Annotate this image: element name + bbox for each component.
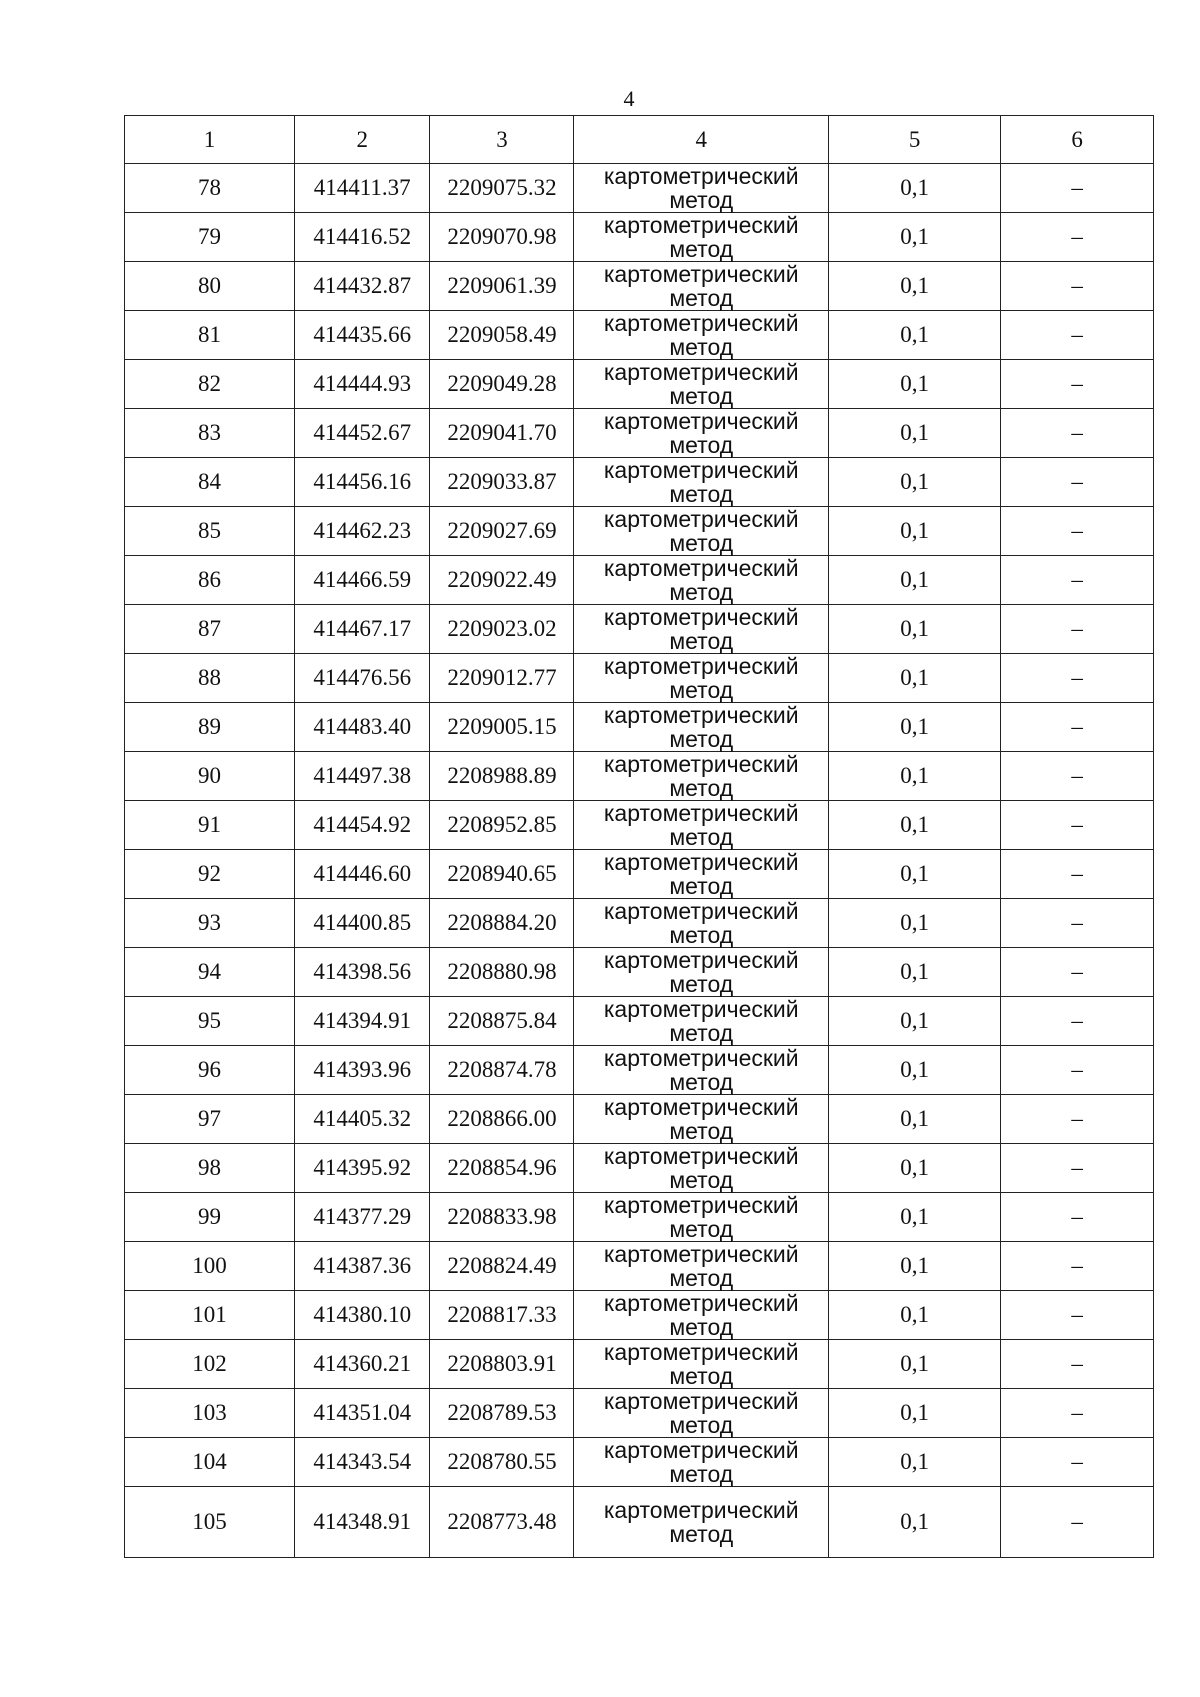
method-cell: [574, 1438, 829, 1487]
note-cell: –: [1001, 1095, 1154, 1144]
method-cell: [574, 801, 829, 850]
method-cell: [574, 1242, 829, 1291]
method-line-2: метод: [669, 628, 734, 654]
note-cell: –: [1001, 1046, 1154, 1095]
accuracy-cell: 0,1: [829, 1095, 1001, 1144]
table-row: [125, 997, 1154, 1046]
method-line-1: картометрический: [603, 751, 799, 777]
page-number: 4: [623, 86, 635, 111]
method-cell: [574, 360, 829, 409]
method-line-1: картометрический: [603, 261, 799, 287]
y-coordinate-cell: 2208817.33: [430, 1291, 574, 1340]
x-coordinate-cell: 414411.37: [295, 164, 430, 213]
x-coordinate-cell: 414394.91: [295, 997, 430, 1046]
table-row: [125, 752, 1154, 801]
accuracy-cell: 0,1: [829, 311, 1001, 360]
method-line-1: картометрический: [603, 506, 799, 532]
point-number-cell: 98: [125, 1144, 295, 1193]
method-line-2: метод: [669, 579, 734, 605]
accuracy-cell: 0,1: [829, 1389, 1001, 1438]
x-coordinate-cell: 414462.23: [295, 507, 430, 556]
y-coordinate-cell: 2209058.49: [430, 311, 574, 360]
method-cell: [574, 752, 829, 801]
header-cell: 2: [295, 116, 430, 164]
method-cell: [574, 311, 829, 360]
accuracy-cell: 0,1: [829, 507, 1001, 556]
method-line-2: метод: [669, 971, 734, 997]
table-row: [125, 654, 1154, 703]
header-cell: 3: [430, 116, 574, 164]
note-cell: –: [1001, 507, 1154, 556]
y-coordinate-cell: 2208884.20: [430, 899, 574, 948]
table-row: [125, 1046, 1154, 1095]
table-row: [125, 1242, 1154, 1291]
y-coordinate-cell: 2208988.89: [430, 752, 574, 801]
method-line-2: метод: [669, 481, 734, 507]
method-line-1: картометрический: [603, 408, 799, 434]
method-line-2: метод: [669, 1314, 734, 1340]
header-cell: 4: [574, 116, 829, 164]
method-line-1: картометрический: [603, 996, 799, 1022]
x-coordinate-cell: 414387.36: [295, 1242, 430, 1291]
method-line-1: картометрический: [603, 1290, 799, 1316]
method-line-1: картометрический: [603, 898, 799, 924]
y-coordinate-cell: 2209041.70: [430, 409, 574, 458]
method-cell: [574, 507, 829, 556]
method-line-1: картометрический: [603, 702, 799, 728]
accuracy-cell: 0,1: [829, 1438, 1001, 1487]
note-cell: –: [1001, 703, 1154, 752]
x-coordinate-cell: 414416.52: [295, 213, 430, 262]
method-cell: [574, 458, 829, 507]
note-cell: –: [1001, 605, 1154, 654]
method-line-2: метод: [669, 873, 734, 899]
method-line-2: метод: [669, 1118, 734, 1144]
method-line-2: метод: [669, 236, 734, 262]
point-number-cell: 100: [125, 1242, 295, 1291]
y-coordinate-cell: 2209022.49: [430, 556, 574, 605]
point-number-cell: 96: [125, 1046, 295, 1095]
accuracy-cell: 0,1: [829, 458, 1001, 507]
method-cell: [574, 1046, 829, 1095]
method-line-1: картометрический: [603, 800, 799, 826]
method-line-2: метод: [669, 1069, 734, 1095]
method-line-1: картометрический: [603, 653, 799, 679]
method-cell: [574, 605, 829, 654]
method-line-1: картометрический: [603, 1192, 799, 1218]
y-coordinate-cell: 2208833.98: [430, 1193, 574, 1242]
x-coordinate-cell: 414435.66: [295, 311, 430, 360]
accuracy-cell: 0,1: [829, 1046, 1001, 1095]
method-line-2: метод: [669, 922, 734, 948]
method-cell: [574, 703, 829, 752]
table-row: [125, 703, 1154, 752]
note-cell: –: [1001, 458, 1154, 507]
table-row: [125, 899, 1154, 948]
point-number-cell: 86: [125, 556, 295, 605]
note-cell: –: [1001, 654, 1154, 703]
note-cell: –: [1001, 997, 1154, 1046]
y-coordinate-cell: 2209027.69: [430, 507, 574, 556]
point-number-cell: 103: [125, 1389, 295, 1438]
method-cell: [574, 1291, 829, 1340]
table-row: [125, 262, 1154, 311]
point-number-cell: 81: [125, 311, 295, 360]
point-number-cell: 83: [125, 409, 295, 458]
method-line-2: метод: [669, 285, 734, 311]
method-cell: [574, 1340, 829, 1389]
note-cell: –: [1001, 1389, 1154, 1438]
note-cell: –: [1001, 1193, 1154, 1242]
y-coordinate-cell: 2208780.55: [430, 1438, 574, 1487]
header-cell: 1: [125, 116, 295, 164]
accuracy-cell: 0,1: [829, 1340, 1001, 1389]
header-cell: 6: [1001, 116, 1154, 164]
method-line-1: картометрический: [603, 310, 799, 336]
x-coordinate-cell: 414444.93: [295, 360, 430, 409]
note-cell: –: [1001, 1242, 1154, 1291]
table-body: [125, 164, 1154, 1558]
accuracy-cell: 0,1: [829, 605, 1001, 654]
accuracy-cell: 0,1: [829, 752, 1001, 801]
method-line-1: картометрический: [603, 1388, 799, 1414]
coordinates-table: [124, 115, 1154, 1558]
method-cell: [574, 262, 829, 311]
table-row: [125, 458, 1154, 507]
x-coordinate-cell: 414432.87: [295, 262, 430, 311]
table-row: [125, 409, 1154, 458]
y-coordinate-cell: 2208940.65: [430, 850, 574, 899]
note-cell: –: [1001, 1144, 1154, 1193]
accuracy-cell: 0,1: [829, 654, 1001, 703]
method-cell: [574, 1193, 829, 1242]
method-line-1: картометрический: [603, 849, 799, 875]
y-coordinate-cell: 2209023.02: [430, 605, 574, 654]
table-row: [125, 1340, 1154, 1389]
method-line-2: метод: [669, 432, 734, 458]
x-coordinate-cell: 414351.04: [295, 1389, 430, 1438]
y-coordinate-cell: 2208880.98: [430, 948, 574, 997]
method-cell: [574, 654, 829, 703]
point-number-cell: 79: [125, 213, 295, 262]
x-coordinate-cell: 414377.29: [295, 1193, 430, 1242]
note-cell: –: [1001, 899, 1154, 948]
accuracy-cell: 0,1: [829, 360, 1001, 409]
point-number-cell: 91: [125, 801, 295, 850]
x-coordinate-cell: 414380.10: [295, 1291, 430, 1340]
point-number-cell: 87: [125, 605, 295, 654]
method-line-2: метод: [669, 1216, 734, 1242]
note-cell: –: [1001, 409, 1154, 458]
note-cell: –: [1001, 850, 1154, 899]
method-line-1: картометрический: [603, 212, 799, 238]
accuracy-cell: 0,1: [829, 1242, 1001, 1291]
method-line-1: картометрический: [603, 1339, 799, 1365]
table-row: [125, 605, 1154, 654]
x-coordinate-cell: 414348.91: [295, 1487, 430, 1558]
method-line-2: метод: [669, 677, 734, 703]
y-coordinate-cell: 2208875.84: [430, 997, 574, 1046]
table-row: [125, 1193, 1154, 1242]
y-coordinate-cell: 2208824.49: [430, 1242, 574, 1291]
note-cell: –: [1001, 948, 1154, 997]
method-line-2: метод: [669, 334, 734, 360]
x-coordinate-cell: 414400.85: [295, 899, 430, 948]
method-line-1: картометрический: [603, 1497, 799, 1523]
method-line-2: метод: [669, 824, 734, 850]
method-line-2: метод: [669, 1167, 734, 1193]
note-cell: –: [1001, 1438, 1154, 1487]
note-cell: –: [1001, 556, 1154, 605]
accuracy-cell: 0,1: [829, 164, 1001, 213]
method-cell: [574, 1095, 829, 1144]
point-number-cell: 99: [125, 1193, 295, 1242]
x-coordinate-cell: 414405.32: [295, 1095, 430, 1144]
point-number-cell: 93: [125, 899, 295, 948]
x-coordinate-cell: 414497.38: [295, 752, 430, 801]
x-coordinate-cell: 414393.96: [295, 1046, 430, 1095]
header-cell: 5: [829, 116, 1001, 164]
method-line-2: метод: [669, 1412, 734, 1438]
method-cell: [574, 556, 829, 605]
method-cell: [574, 409, 829, 458]
table-row: [125, 213, 1154, 262]
method-line-2: метод: [669, 1363, 734, 1389]
note-cell: –: [1001, 752, 1154, 801]
y-coordinate-cell: 2209061.39: [430, 262, 574, 311]
table-row: [125, 1487, 1154, 1558]
x-coordinate-cell: 414476.56: [295, 654, 430, 703]
method-line-1: картометрический: [603, 1437, 799, 1463]
x-coordinate-cell: 414456.16: [295, 458, 430, 507]
point-number-cell: 89: [125, 703, 295, 752]
x-coordinate-cell: 414446.60: [295, 850, 430, 899]
table-row: [125, 1291, 1154, 1340]
method-line-1: картометрический: [603, 359, 799, 385]
method-cell: [574, 1144, 829, 1193]
note-cell: –: [1001, 1291, 1154, 1340]
point-number-cell: 102: [125, 1340, 295, 1389]
x-coordinate-cell: 414454.92: [295, 801, 430, 850]
method-cell: [574, 850, 829, 899]
table-row: [125, 311, 1154, 360]
point-number-cell: 95: [125, 997, 295, 1046]
x-coordinate-cell: 414395.92: [295, 1144, 430, 1193]
method-line-2: метод: [669, 726, 734, 752]
accuracy-cell: 0,1: [829, 801, 1001, 850]
note-cell: –: [1001, 1487, 1154, 1558]
y-coordinate-cell: 2208789.53: [430, 1389, 574, 1438]
point-number-cell: 97: [125, 1095, 295, 1144]
method-line-2: метод: [669, 1020, 734, 1046]
table-row: [125, 850, 1154, 899]
accuracy-cell: 0,1: [829, 850, 1001, 899]
point-number-cell: 80: [125, 262, 295, 311]
accuracy-cell: 0,1: [829, 1487, 1001, 1558]
accuracy-cell: 0,1: [829, 213, 1001, 262]
note-cell: –: [1001, 213, 1154, 262]
y-coordinate-cell: 2208874.78: [430, 1046, 574, 1095]
method-line-2: метод: [669, 1461, 734, 1487]
point-number-cell: 104: [125, 1438, 295, 1487]
method-line-2: метод: [669, 187, 734, 213]
x-coordinate-cell: 414360.21: [295, 1340, 430, 1389]
point-number-cell: 92: [125, 850, 295, 899]
accuracy-cell: 0,1: [829, 1193, 1001, 1242]
y-coordinate-cell: 2208803.91: [430, 1340, 574, 1389]
accuracy-cell: 0,1: [829, 899, 1001, 948]
table-row: [125, 1095, 1154, 1144]
method-line-1: картометрический: [603, 604, 799, 630]
y-coordinate-cell: 2209012.77: [430, 654, 574, 703]
point-number-cell: 85: [125, 507, 295, 556]
table-row: [125, 1144, 1154, 1193]
method-cell: [574, 213, 829, 262]
y-coordinate-cell: 2209070.98: [430, 213, 574, 262]
table-row: [125, 801, 1154, 850]
point-number-cell: 105: [125, 1487, 295, 1558]
x-coordinate-cell: 414467.17: [295, 605, 430, 654]
x-coordinate-cell: 414398.56: [295, 948, 430, 997]
table-row: [125, 948, 1154, 997]
accuracy-cell: 0,1: [829, 703, 1001, 752]
point-number-cell: 88: [125, 654, 295, 703]
table-row: [125, 556, 1154, 605]
y-coordinate-cell: 2209049.28: [430, 360, 574, 409]
note-cell: –: [1001, 801, 1154, 850]
point-number-cell: 101: [125, 1291, 295, 1340]
method-cell: [574, 1487, 829, 1558]
method-line-1: картометрический: [603, 947, 799, 973]
x-coordinate-cell: 414452.67: [295, 409, 430, 458]
table-row: [125, 164, 1154, 213]
point-number-cell: 78: [125, 164, 295, 213]
method-line-1: картометрический: [603, 457, 799, 483]
y-coordinate-cell: 2209005.15: [430, 703, 574, 752]
note-cell: –: [1001, 360, 1154, 409]
method-line-1: картометрический: [603, 1045, 799, 1071]
table-row: [125, 507, 1154, 556]
method-line-2: метод: [669, 1521, 734, 1547]
y-coordinate-cell: 2209033.87: [430, 458, 574, 507]
method-line-2: метод: [669, 1265, 734, 1291]
method-line-1: картометрический: [603, 1241, 799, 1267]
x-coordinate-cell: 414466.59: [295, 556, 430, 605]
note-cell: –: [1001, 262, 1154, 311]
table-row: [125, 1438, 1154, 1487]
method-line-1: картометрический: [603, 1094, 799, 1120]
note-cell: –: [1001, 164, 1154, 213]
method-line-1: картометрический: [603, 163, 799, 189]
method-line-2: метод: [669, 775, 734, 801]
table-row: [125, 1389, 1154, 1438]
accuracy-cell: 0,1: [829, 409, 1001, 458]
y-coordinate-cell: 2209075.32: [430, 164, 574, 213]
method-cell: [574, 948, 829, 997]
accuracy-cell: 0,1: [829, 556, 1001, 605]
y-coordinate-cell: 2208773.48: [430, 1487, 574, 1558]
accuracy-cell: 0,1: [829, 1144, 1001, 1193]
y-coordinate-cell: 2208866.00: [430, 1095, 574, 1144]
method-cell: [574, 997, 829, 1046]
point-number-cell: 94: [125, 948, 295, 997]
point-number-cell: 84: [125, 458, 295, 507]
method-cell: [574, 899, 829, 948]
x-coordinate-cell: 414343.54: [295, 1438, 430, 1487]
note-cell: –: [1001, 1340, 1154, 1389]
method-line-2: метод: [669, 530, 734, 556]
point-number-cell: 90: [125, 752, 295, 801]
accuracy-cell: 0,1: [829, 262, 1001, 311]
accuracy-cell: 0,1: [829, 997, 1001, 1046]
method-cell: [574, 1389, 829, 1438]
method-cell: [574, 164, 829, 213]
method-line-1: картометрический: [603, 555, 799, 581]
x-coordinate-cell: 414483.40: [295, 703, 430, 752]
method-line-1: картометрический: [603, 1143, 799, 1169]
accuracy-cell: 0,1: [829, 948, 1001, 997]
table-row: [125, 360, 1154, 409]
method-line-2: метод: [669, 383, 734, 409]
note-cell: –: [1001, 311, 1154, 360]
point-number-cell: 82: [125, 360, 295, 409]
table-header-row: [125, 116, 1154, 164]
y-coordinate-cell: 2208854.96: [430, 1144, 574, 1193]
y-coordinate-cell: 2208952.85: [430, 801, 574, 850]
accuracy-cell: 0,1: [829, 1291, 1001, 1340]
